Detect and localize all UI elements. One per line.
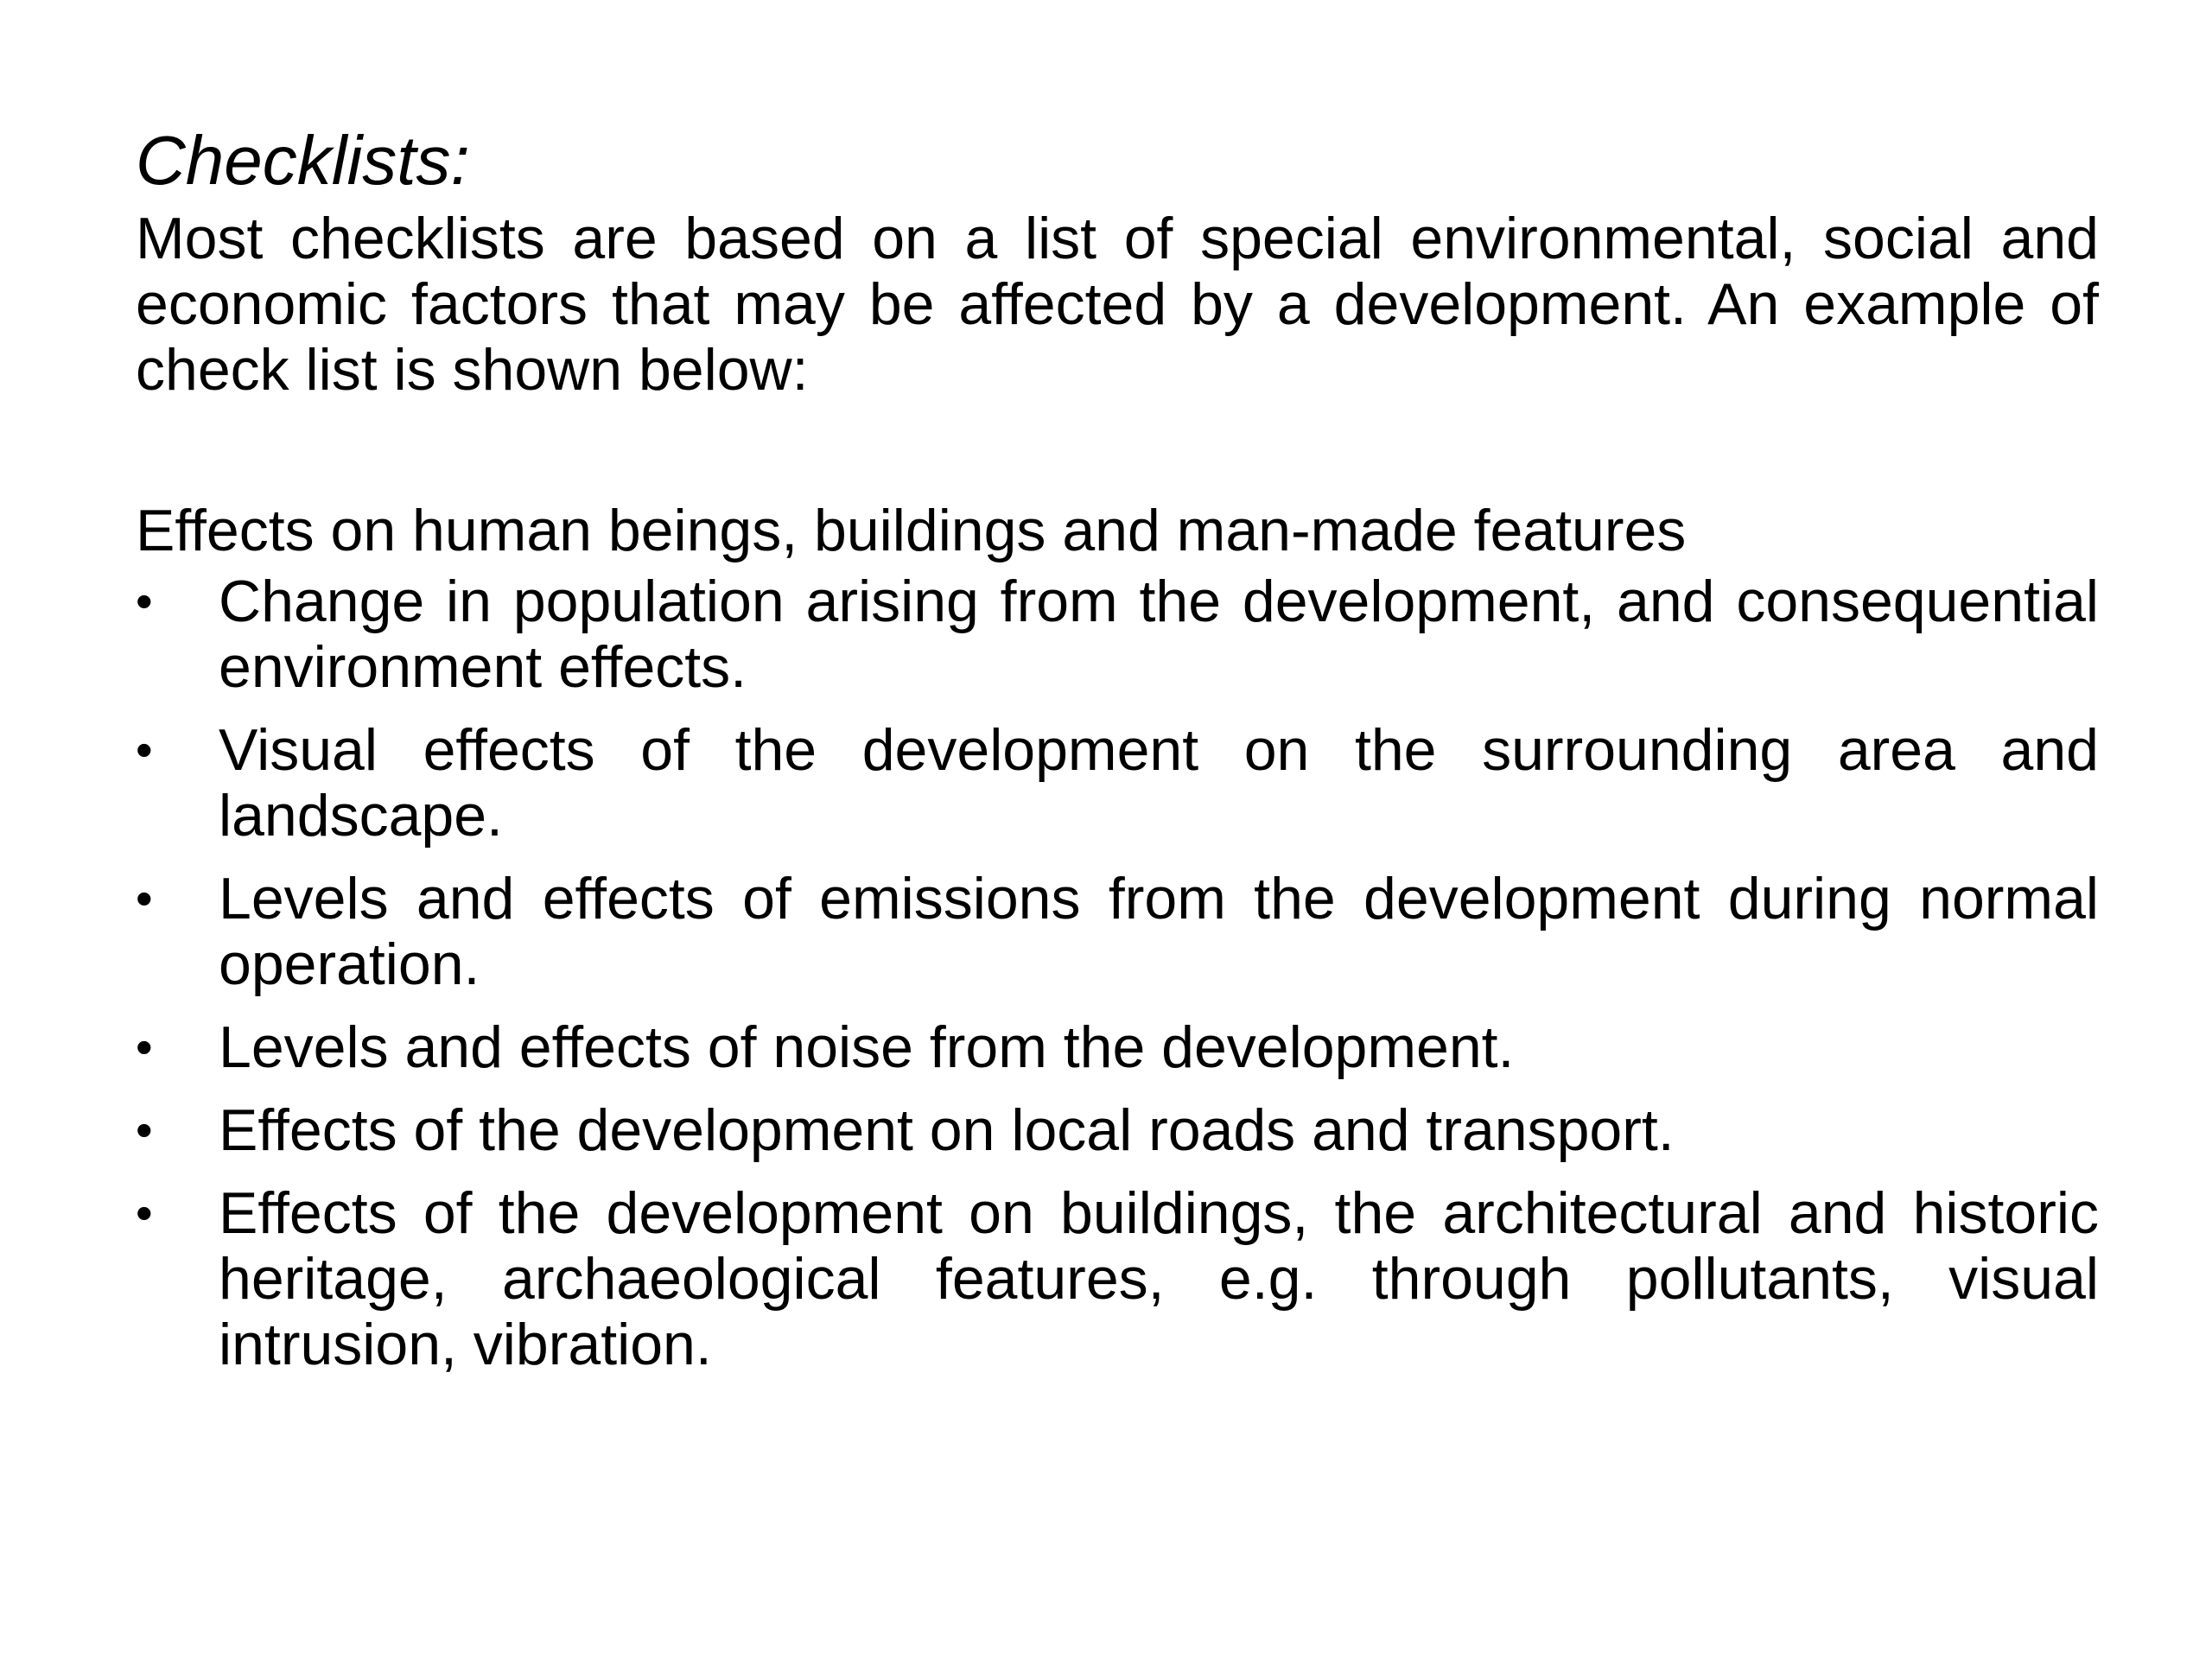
bullet-text: Levels and effects of emissions from the development during normal operation.	[219, 866, 2099, 997]
bullet-icon: •	[136, 871, 153, 925]
bullet-text: Effects of the development on local roads and transport.	[219, 1097, 1675, 1163]
bullet-icon: •	[136, 1185, 153, 1240]
bullet-icon: •	[136, 1103, 153, 1157]
bullet-text: Change in population arising from the development, and consequential environment effects.	[219, 569, 2099, 700]
bullet-text: Effects of the development on buildings, the architectural and historic heritage, archaeological features, e.g. through pollutants, visual intrusion, vibration.	[219, 1180, 2099, 1377]
bullet-icon: •	[136, 574, 153, 628]
intro-paragraph: Most checklists are based on a list of special environmental, social and economic factors that may be affected by a development. An example of check list is shown below:	[136, 206, 2099, 403]
bullet-list	[136, 569, 2099, 1377]
list-item	[136, 866, 2099, 997]
bullet-icon: •	[136, 1020, 153, 1074]
slide-title: Checklists:	[136, 122, 470, 199]
slide-content	[136, 121, 2099, 1395]
bullet-icon: •	[136, 722, 153, 777]
list-item	[136, 1180, 2099, 1377]
bullet-text: Visual effects of the development on the surrounding area and landscape.	[219, 717, 2099, 849]
list-item	[136, 569, 2099, 700]
section-heading: Effects on human beings, buildings and man-made features	[136, 498, 1687, 563]
list-item	[136, 1014, 2099, 1080]
bullet-text: Levels and effects of noise from the development.	[219, 1014, 1515, 1080]
list-item	[136, 717, 2099, 849]
list-item	[136, 1097, 2099, 1163]
